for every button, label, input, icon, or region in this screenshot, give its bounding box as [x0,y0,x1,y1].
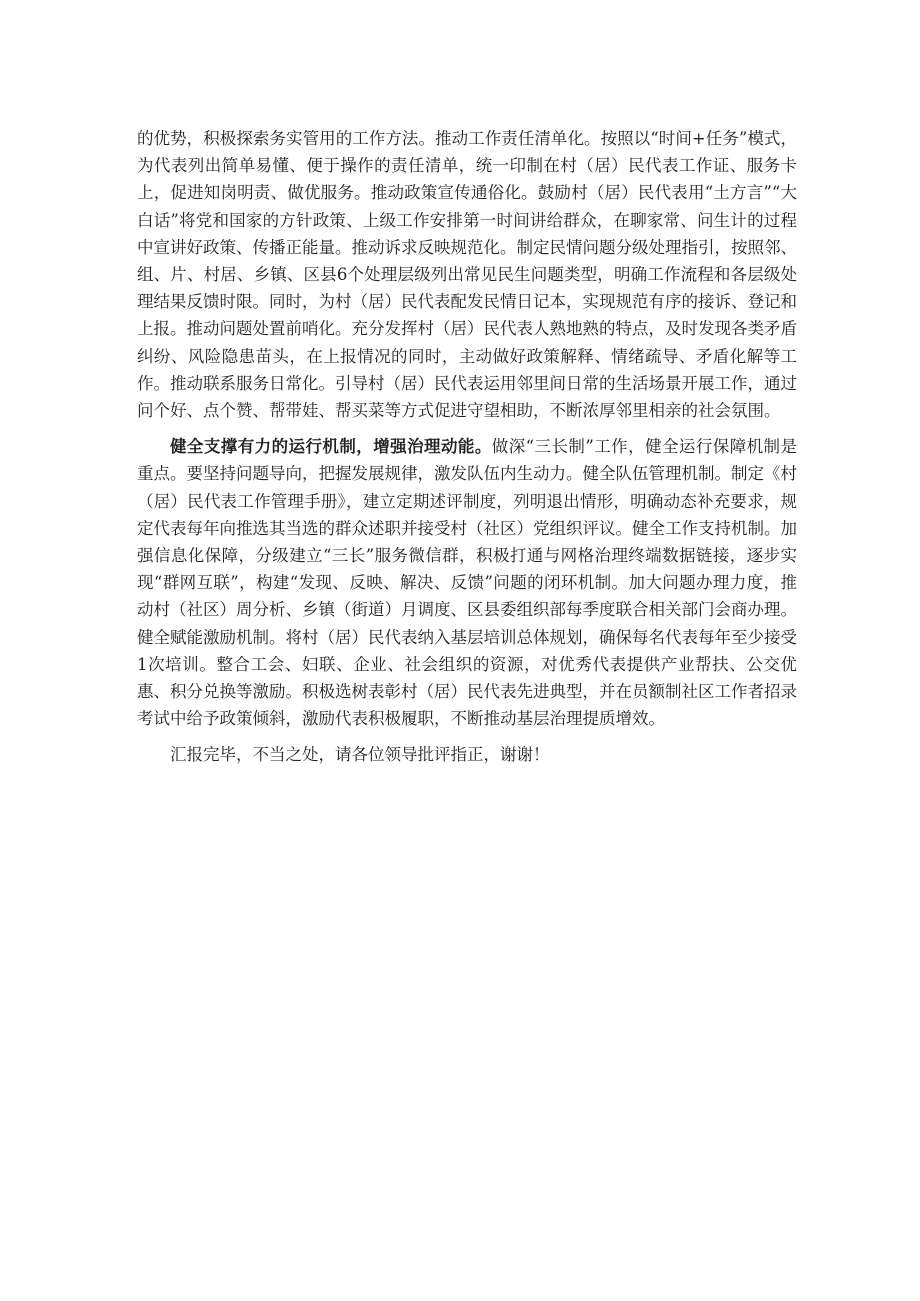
paragraph-heading: 健全支撑有力的运行机制，增强治理动能。 [170,437,492,457]
body-paragraph-operating-mechanism [137,433,797,732]
paragraph-body: 做深“三长制”工作，健全运行保障机制是重点。要坚持问题导向，把握发展规律，激发队伍内生动力。健全队伍管理机制。制定《村（居）民代表工作管理手册》，建立定期述评制度，列明退出情形，明确动态补充要求，规定代表每年向推选其当选的群众述职并接受村（社区）党组织评议。健全工作支持机制。加强信息化保障，分级建立“三长”服务微信群，积极打通与网格治理终端数据链接，逐步实现“群网互联”，构建“发现、反映、解决、反馈”问题的闭环机制。加大问题办理力度，推动村（社区）周分析、乡镇（街道）月调度、区县委组织部每季度联合相关部门会商办理。健全赋能激励机制。将村（居）民代表纳入基层培训总体规划，确保每名代表每年至少接受1次培训。整合工会、妇联、企业、社会组织的资源，对优秀代表提供产业帮扶、公交优惠、积分兑换等激励。积极选树表彰村（居）民代表先进典型，并在员额制社区工作者招录考试中给予政策倾斜，激励代表积极履职，不断推动基层治理提质增效。 [137,437,797,729]
document-page [137,125,797,769]
body-paragraph-continued: 的优势，积极探索务实管用的工作方法。推动工作责任清单化。按照以“时间+任务”模式，为代表列出简单易懂、便于操作的责任清单，统一印制在村（居）民代表工作证、服务卡上，促进知岗明责、做优服务。推动政策宣传通俗化。鼓励村（居）民代表用“土方言”“大白话”将党和国家的方针政策、上级工作安排第一时间讲给群众，在聊家常、问生计的过程中宣讲好政策、传播正能量。推动诉求反映规范化。制定民情问题分级处理指引，按照邻、组、片、村居、乡镇、区县6个处理层级列出常见民生问题类型，明确工作流程和各层级处理结果反馈时限。同时，为村（居）民代表配发民情日记本，实现规范有序的接诉、登记和上报。推动问题处置前哨化。充分发挥村（居）民代表人熟地熟的特点，及时发现各类矛盾纠纷、风险隐患苗头，在上报情况的同时，主动做好政策解释、情绪疏导、矛盾化解等工作。推动联系服务日常化。引导村（居）民代表运用邻里间日常的生活场景开展工作，通过问个好、点个赞、帮带娃、帮买菜等方式促进守望相助，不断浓厚邻里相亲的社会氛围。 [137,129,797,421]
closing-remark: 汇报完毕，不当之处，请各位领导批评指正，谢谢！ [170,745,550,765]
